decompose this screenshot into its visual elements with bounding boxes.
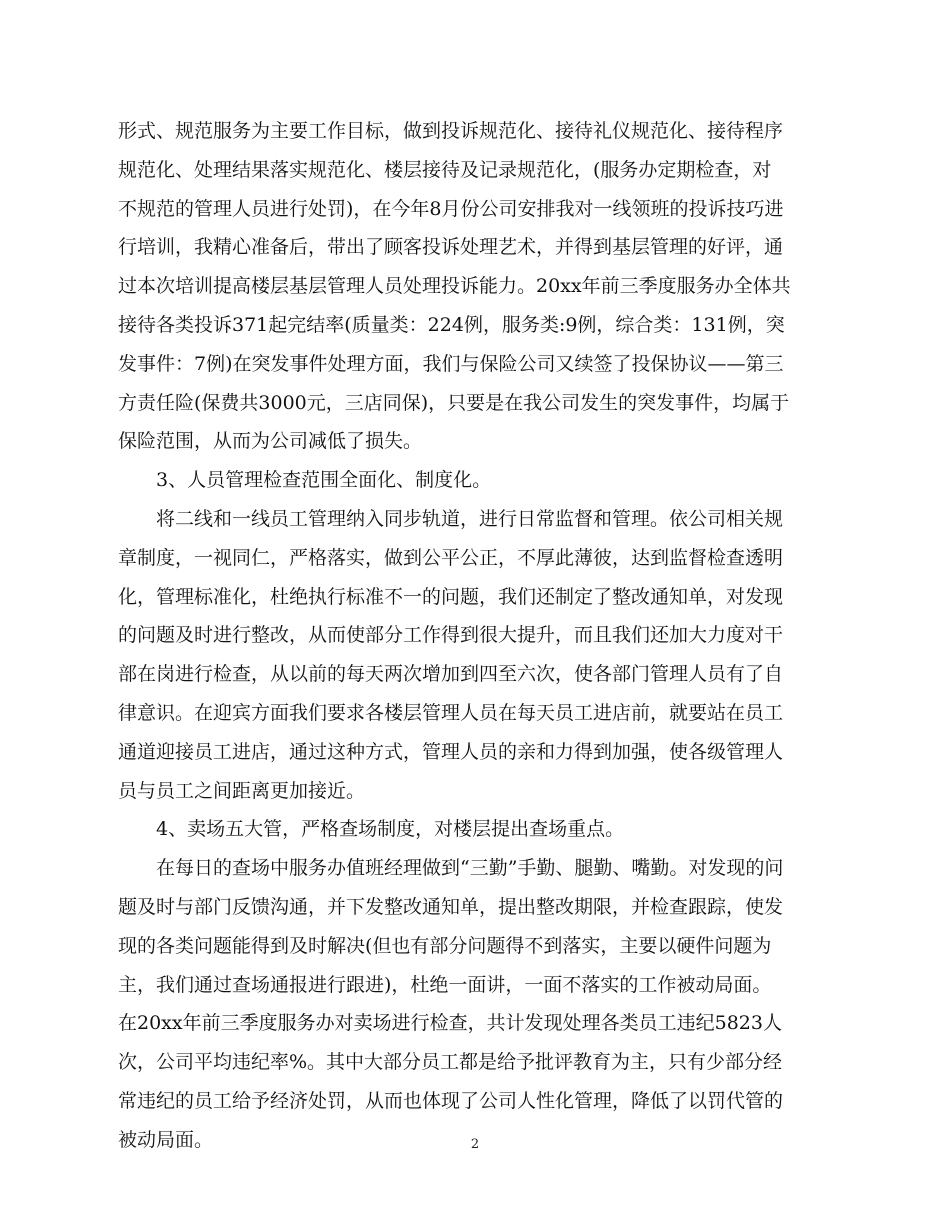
text-line: 通道迎接员工进店，通过这种方式，管理人员的亲和力得到加强，使各级管理人 — [118, 740, 784, 763]
text-line: 在每日的查场中服务办值班经理做到“三勤”手勤、腿勤、嘴勤。对发现的问 — [156, 857, 784, 880]
text-line: 将二线和一线员工管理纳入同步轨道，进行日常监督和管理。依公司相关规 — [156, 507, 784, 530]
text-line: 次，公司平均违纪率%。其中大部分员工都是给予批评教育为主，只有少部分经 — [118, 1051, 783, 1074]
paragraph — [118, 810, 830, 849]
document-body — [118, 112, 830, 1160]
text-line: 不规范的管理人员进行处罚)，在今年8月份公司安排我对一线领班的投诉技巧进 — [118, 197, 784, 220]
text-line: 常违纪的员工给予经济处罚，从而也体现了公司人性化管理，降低了以罚代管的 — [118, 1089, 784, 1112]
text-line: 部在岗进行检查，从以前的每天两次增加到四至六次，使各部门管理人员有了自 — [118, 663, 784, 686]
text-line: 规范化、处理结果落实规范化、楼层接待及记录规范化，(服务办定期检查，对 — [118, 158, 772, 181]
text-line: 在20xx年前三季度服务办对卖场进行检查，共计发现处理各类员工违纪5823人 — [118, 1012, 782, 1035]
text-line: 行培训，我精心准备后，带出了顾客投诉处理艺术，并得到基层管理的好评，通 — [118, 236, 784, 259]
text-line: 被动局面。 — [118, 1128, 214, 1151]
paragraph — [118, 112, 830, 461]
text-line: 形式、规范服务为主要工作目标，做到投诉规范化、接待礼仪规范化、接待程序 — [118, 120, 784, 142]
text-line: 发事件：7例)在突发事件处理方面，我们与保险公司又续签了投保协议——第三 — [118, 352, 784, 375]
text-line: 接待各类投诉371起完结率(质量类：224例，服务类:9例，综合类：131例，突 — [118, 313, 785, 336]
text-line: 主，我们通过查场通报进行跟进)，杜绝一面讲，一面不落实的工作被动局面。 — [118, 973, 772, 996]
text-line: 4、卖场五大管，严格查场制度，对楼层提出查场重点。 — [156, 818, 625, 841]
text-line: 员与员工之间距离更加接近。 — [118, 779, 366, 802]
page-number: 2 — [470, 1137, 480, 1152]
text-line: 章制度，一视同仁，严格落实，做到公平公正，不厚此薄彼，达到监督检查透明 — [118, 546, 784, 569]
text-line: 过本次培训提高楼层基层管理人员处理投诉能力。20xx年前三季度服务办全体共 — [118, 275, 791, 298]
text-line: 3、人员管理检查范围全面化、制度化。 — [156, 469, 492, 492]
text-line: 的问题及时进行整改，从而使部分工作得到很大提升，而且我们还加大力度对干 — [118, 624, 784, 647]
paragraph — [118, 849, 830, 1159]
paragraph — [118, 461, 830, 500]
text-line: 保险范围，从而为公司减低了损失。 — [118, 430, 423, 453]
text-line: 方责任险(保费共3000元，三店同保)，只要是在我公司发生的突发事件，均属于 — [118, 391, 790, 414]
text-line: 律意识。在迎宾方面我们要求各楼层管理人员在每天员工进店前，就要站在员工 — [118, 701, 784, 724]
text-line: 现的各类问题能得到及时解决(但也有部分问题得不到落实，主要以硬件问题为 — [118, 934, 772, 957]
paragraph — [118, 500, 830, 810]
text-line: 化，管理标准化，杜绝执行标准不一的问题，我们还制定了整改通知单，对发现 — [118, 585, 784, 608]
text-line: 题及时与部门反馈沟通，并下发整改通知单，提出整改期限，并检查跟踪，使发 — [118, 895, 784, 918]
